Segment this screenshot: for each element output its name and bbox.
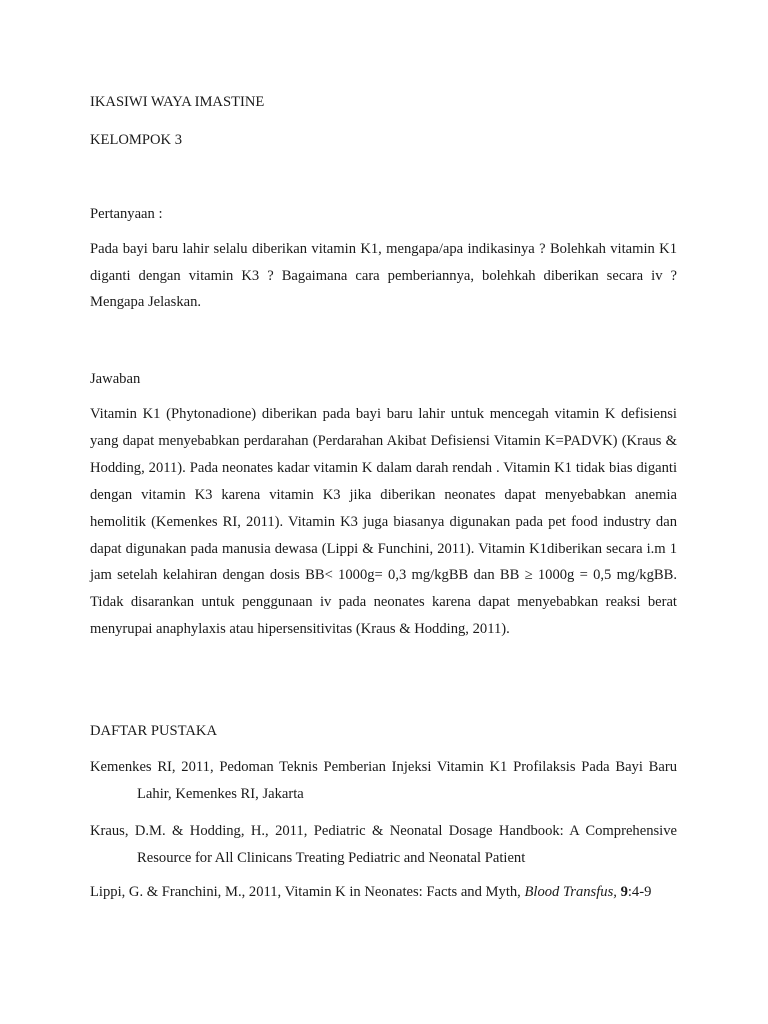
reference-prefix: Lippi, G. & Franchini, M., 2011, Vitamin K in Neonates: Facts and Myth,: [90, 884, 525, 900]
reference-item: [90, 884, 651, 901]
author-name: IKASIWI WAYA IMASTINE: [90, 94, 265, 110]
question-heading: Pertanyaan :: [90, 206, 163, 222]
answer-text: Vitamin K1 (Phytonadione) diberikan pada bayi baru lahir untuk mencegah vitamin K defisiensi yang dapat menyebabkan perdarahan (Perdarahan Akibat Defisiensi Vitamin K=PADVK) (Kraus & Hodding, 2011). Pada neonates kadar vitamin K dalam darah rendah . Vitamin K1 tidak bias diganti dengan vitamin K3 karena vitamin K3 jika diberikan neonates dapat menyebabkan anemia hemolitik (Kemenkes RI, 2011). Vitamin K3 juga biasanya digunakan pada pet food industry dan dapat digunakan pada manusia dewasa (Lippi & Funchini, 2011). Vitamin K1diberikan secara i.m 1 jam setelah kelahiran dengan dosis BB< 1000g= 0,3 mg/kgBB dan BB ≥ 1000g = 0,5 mg/kgBB. Tidak disarankan untuk penggunaan iv pada neonates karena dapat menyebabkan reaksi berat menyrupai anaphylaxis atau hipersensitivitas (Kraus & Hodding, 2011).: [90, 406, 677, 638]
question-text: Pada bayi baru lahir selalu diberikan vitamin K1, mengapa/apa indikasinya ? Bolehkah vitamin K1 diganti dengan vitamin K3 ? Bagaimana cara pemberiannya, bolehkah diberikan secara iv ? Mengapa Jelaskan.: [90, 241, 677, 310]
reference-journal: Blood Transfus,: [524, 884, 617, 900]
answer-heading: Jawaban: [90, 371, 141, 387]
group-label: KELOMPOK 3: [90, 132, 183, 148]
reference-volume: 9: [620, 884, 628, 900]
reference-item: Kraus, D.M. & Hodding, H., 2011, Pediatric & Neonatal Dosage Handbook: A Comprehensive Resource for All Clinicans Treating Pediatric and Neonatal Patient: [90, 823, 677, 866]
reference-pages: :4-9: [627, 884, 652, 900]
reference-item: Kemenkes RI, 2011, Pedoman Teknis Pemberian Injeksi Vitamin K1 Profilaksis Pada Bayi Baru Lahir, Kemenkes RI, Jakarta: [90, 759, 677, 802]
references-heading: DAFTAR PUSTAKA: [90, 723, 217, 739]
